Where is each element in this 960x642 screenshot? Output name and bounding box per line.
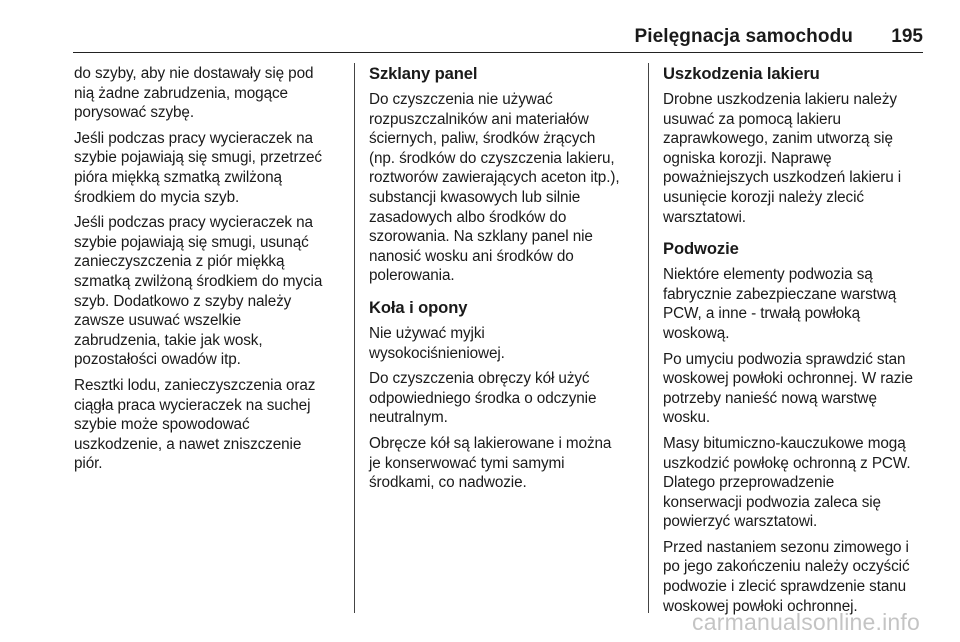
column-3 (663, 64, 935, 622)
section-heading-wheels-tires: Koła i opony (369, 297, 468, 317)
column-divider (648, 63, 649, 613)
paragraph: Nie używać myjki wysokociśnieniowej. (369, 324, 505, 362)
paragraph: do szyby, aby nie dostawały się pod nią żadne zabrudzenia, mogące porysować szybę. (74, 65, 314, 122)
paragraph: Po umyciu podwozia sprawdzić stan woskowej powłoki ochronnej. W razie potrzeby nanieść nową warstwę wosku. (663, 350, 913, 427)
paragraph: Niektóre elementy podwozia są fabrycznie zabezpieczane warstwą PCW, a inne - trwałą powłoką woskową. (663, 266, 897, 342)
paragraph: Drobne uszkodzenia lakieru należy usuwać za pomocą lakieru zaprawkowego, zanim utworzą się ogniska korozji. Naprawę poważniejszych uszkodzeń lakieru i usunięcie korozji należy zlecić warsztatowi. (663, 91, 902, 226)
paragraph: Do czyszczenia nie używać rozpuszczalników ani materiałów ściernych, paliw, środków żrących (np. środków do czyszczenia lakieru, roztworów zawierających aceton itp.), substancji kwasowych lub silnie zasadowych albo środków do szorowania. Na szklany panel nie nanosić wosku ani środków do polerowania. (369, 91, 620, 285)
page-number: 195 (891, 26, 923, 47)
column-1 (74, 64, 346, 480)
watermark: carmanualsonline.info (692, 609, 920, 635)
page-header (73, 22, 923, 53)
section-heading-paint-damage: Uszkodzenia lakieru (663, 64, 820, 83)
paragraph: Przed nastaniem sezonu zimowego i po jego zakończeniu należy oczyścić podwozie i zlecić sprawdzenie stanu woskowej powłoki ochronnej. (663, 538, 910, 615)
column-2 (369, 64, 641, 499)
paragraph: Obręcze kół są lakierowane i można je konserwować tymi samymi środkami, co nadwozie. (369, 434, 612, 492)
paragraph: Masy bitumiczno-kauczukowe mogą uszkodzić powłokę ochronną z PCW. Dlatego przeprowadzenie konserwacji podwozia zaleca się powierzyć warsztatowi. (663, 434, 911, 531)
paragraph: Resztki lodu, zanieczyszczenia oraz ciągła praca wycieraczek na suchej szybie może spowodować uszkodzenie, a nawet zniszczenie piór. (74, 376, 316, 473)
paragraph: Do czyszczenia obręczy kół użyć odpowiedniego środka o odczynie neutralnym. (369, 370, 597, 427)
paragraph: Jeśli podczas pracy wycieraczek na szybie pojawiają się smugi, usunąć zanieczyszczenia z piór miękką szmatką zwilżoną środkiem do mycia szyb. Dodatkowo z szyby należy zawsze usuwać wszelkie zabrudzenia, takie jak wosk, pozostałości owadów itp. (74, 214, 323, 369)
chapter-title: Pielęgnacja samochodu (634, 26, 853, 47)
section-heading-glass-panel: Szklany panel (369, 64, 478, 83)
section-heading-underbody: Podwozie (663, 239, 739, 259)
paragraph: Jeśli podczas pracy wycieraczek na szybie pojawiają się smugi, przetrzeć pióra miękką szmatką zwilżoną środkiem do mycia szyb. (74, 129, 322, 206)
column-divider (354, 63, 355, 613)
